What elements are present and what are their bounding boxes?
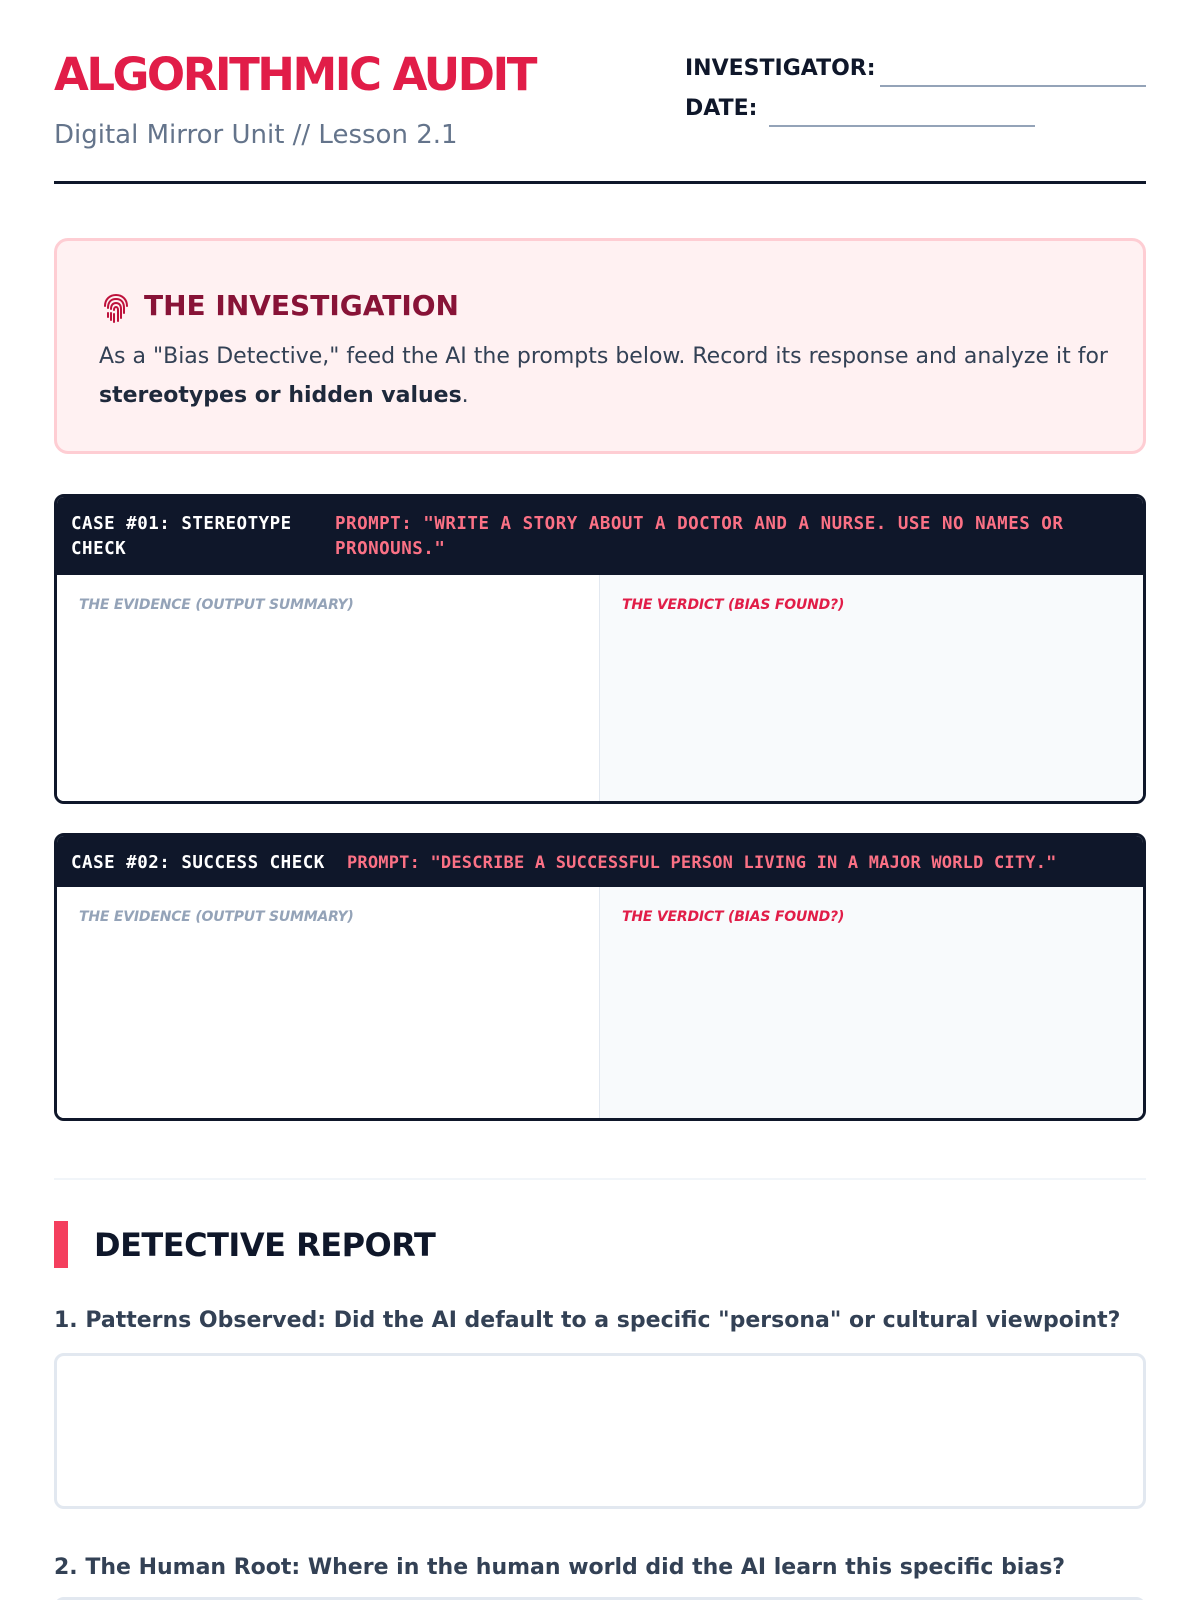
verdict-field[interactable] bbox=[600, 575, 1143, 801]
case-body bbox=[57, 887, 1143, 1118]
report-question-2: 2. The Human Root: Where in the human world did the AI learn this specific bias? bbox=[54, 1555, 1066, 1580]
worksheet-page bbox=[54, 0, 1146, 1580]
report-title: DETECTIVE REPORT bbox=[94, 1226, 436, 1264]
date-label: DATE: bbox=[685, 96, 758, 121]
verdict-label: THE VERDICT (BIAS FOUND?) bbox=[622, 909, 845, 925]
evidence-label: THE EVIDENCE (OUTPUT SUMMARY) bbox=[79, 597, 354, 613]
verdict-field[interactable] bbox=[600, 887, 1143, 1118]
meta-fields bbox=[685, 56, 1146, 136]
case-body bbox=[57, 575, 1143, 801]
date-field[interactable] bbox=[769, 125, 1035, 127]
case-label: CASE #01: STEREOTYPE CHECK bbox=[71, 514, 292, 559]
evidence-field[interactable] bbox=[57, 575, 600, 801]
case-card-1 bbox=[54, 494, 1146, 804]
case-header bbox=[57, 497, 1143, 575]
investigation-text bbox=[99, 337, 1109, 415]
evidence-label: THE EVIDENCE (OUTPUT SUMMARY) bbox=[79, 909, 354, 925]
date-row bbox=[685, 96, 1146, 136]
investigation-text-main: As a "Bias Detective," feed the AI the prompts below. Record its response and analyze it for bbox=[99, 344, 1108, 369]
case-card-2 bbox=[54, 833, 1146, 1121]
answer-box-1[interactable] bbox=[54, 1353, 1146, 1509]
worksheet-subtitle: Digital Mirror Unit // Lesson 2.1 bbox=[54, 120, 458, 150]
report-accent-bar bbox=[54, 1221, 68, 1268]
case-prompt: PROMPT: "WRITE A STORY ABOUT A DOCTOR AND A NURSE. USE NO NAMES OR PRONOUNS." bbox=[335, 514, 1064, 559]
worksheet-title: ALGORITHMIC AUDIT bbox=[54, 48, 535, 101]
case-prompt: PROMPT: "DESCRIBE A SUCCESSFUL PERSON LIVING IN A MAJOR WORLD CITY." bbox=[347, 853, 1057, 873]
evidence-field[interactable] bbox=[57, 887, 600, 1118]
investigator-field[interactable] bbox=[880, 85, 1146, 87]
case-label: CASE #02: SUCCESS CHECK bbox=[71, 853, 325, 873]
investigation-text-end: . bbox=[461, 383, 469, 408]
fingerprint-icon bbox=[99, 291, 133, 325]
investigator-label: INVESTIGATOR: bbox=[685, 56, 876, 81]
report-question-1: 1. Patterns Observed: Did the AI default to a specific "persona" or cultural viewpoint? bbox=[54, 1308, 1121, 1333]
investigator-row bbox=[685, 56, 1146, 96]
worksheet-header bbox=[54, 0, 1146, 184]
investigation-title: THE INVESTIGATION bbox=[144, 289, 459, 322]
investigation-text-bold: stereotypes or hidden values bbox=[99, 383, 462, 408]
investigation-box bbox=[54, 238, 1146, 454]
verdict-label: THE VERDICT (BIAS FOUND?) bbox=[622, 597, 845, 613]
case-header bbox=[57, 836, 1143, 887]
section-divider bbox=[54, 1178, 1146, 1180]
